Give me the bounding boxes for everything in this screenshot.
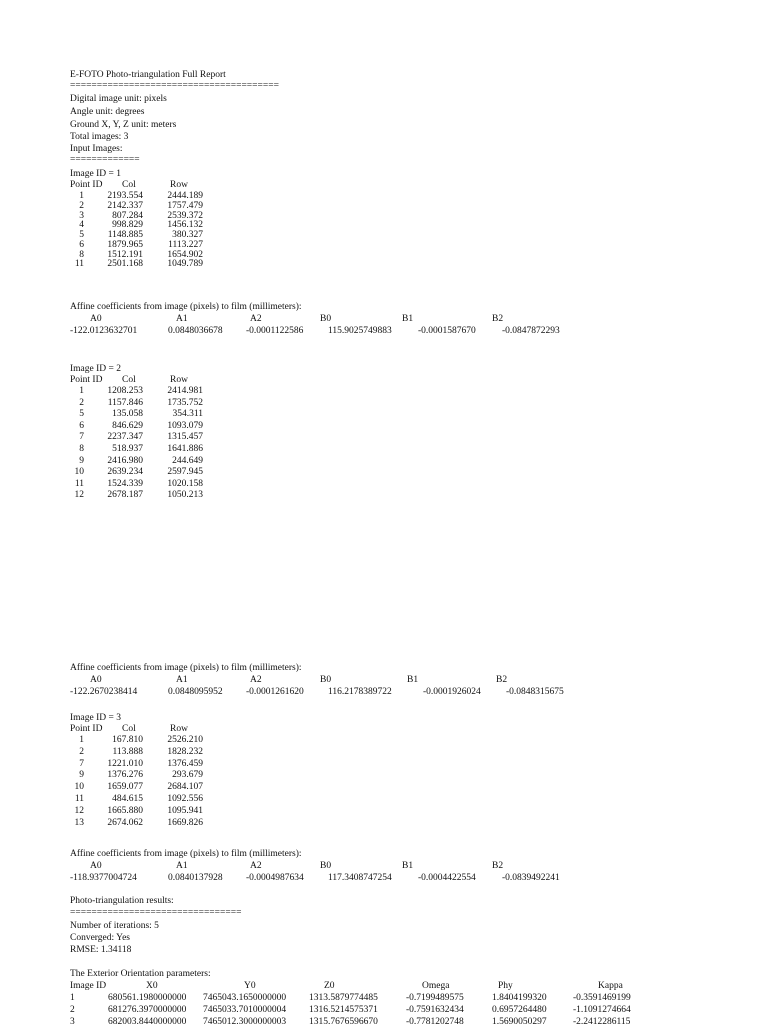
col-value-cell: 998.829 [112, 220, 143, 231]
point-id-cell: 12 [74, 490, 84, 501]
total-images-line: Total images: 3 [70, 132, 129, 142]
row-value-cell: 244.649 [172, 455, 203, 466]
eo-value-cell: 1316.5214575371 [309, 1005, 378, 1015]
col-value-cell: 807.284 [112, 210, 143, 221]
row-value-cell: 1020.158 [167, 478, 203, 489]
coef-value-b0: 115.9025749883 [328, 326, 392, 336]
eo-column-header: Omega [422, 981, 450, 991]
row-value-cell: 380.327 [172, 230, 203, 240]
affine-coefficients-title: Affine coefficients from image (pixels) to film (millimeters): [70, 302, 302, 312]
eo-value-cell: 680561.1980000000 [108, 993, 187, 1003]
eo-value-cell: -0.3591469199 [573, 993, 631, 1003]
point-id-cell: 1 [79, 191, 84, 201]
eo-image-id-cell: 3 [70, 1017, 75, 1024]
coef-value-a2: -0.0004987634 [246, 873, 304, 883]
point-id-cell: 5 [79, 230, 84, 240]
point-id-cell: 11 [74, 478, 84, 489]
coef-header-a0: A0 [90, 314, 102, 324]
coef-value-b1: -0.0001587670 [418, 326, 476, 336]
point-id-column-header: Point ID [70, 180, 103, 190]
coef-header-a2: A2 [250, 314, 262, 324]
eo-value-cell: -0.7781202748 [406, 1017, 464, 1024]
coef-value-a0: -122.0123632701 [70, 326, 138, 336]
coef-header-b1: B1 [402, 861, 414, 871]
point-id-cell: 3 [79, 210, 84, 221]
results-heading: Photo-triangulation results: [70, 896, 174, 906]
row-value-cell: 354.311 [172, 409, 203, 420]
col-value-cell: 2639.234 [107, 467, 143, 478]
row-value-cell: 1049.789 [167, 259, 203, 270]
eo-column-header: Phy [498, 981, 513, 991]
point-id-cell: 6 [79, 239, 84, 250]
col-value-cell: 2142.337 [107, 200, 143, 211]
separator: ============= [70, 155, 140, 165]
eo-value-cell: -0.7199489575 [406, 993, 464, 1003]
point-id-cell: 7 [79, 758, 84, 769]
point-id-cell: 10 [74, 782, 84, 793]
coef-value-b0: 116.2178389722 [328, 687, 392, 697]
affine-coefficients-title: Affine coefficients from image (pixels) to film (millimeters): [70, 663, 302, 673]
coef-header-a1: A1 [176, 675, 188, 685]
col-column-header: Col [122, 724, 136, 734]
col-value-cell: 1512.191 [107, 249, 143, 260]
col-column-header: Col [122, 375, 136, 385]
eo-value-cell: 1315.7676596670 [309, 1017, 378, 1024]
eo-column-header: Z0 [324, 981, 335, 991]
eo-column-header: Image ID [70, 981, 107, 991]
coef-header-a0: A0 [90, 675, 102, 685]
row-value-cell: 1376.459 [167, 758, 203, 769]
col-value-cell: 484.615 [112, 794, 143, 804]
eo-value-cell: -0.7591632434 [406, 1005, 464, 1015]
row-value-cell: 1735.752 [167, 397, 203, 408]
row-value-cell: 1093.079 [167, 420, 203, 431]
row-value-cell: 2539.372 [167, 210, 203, 221]
point-id-cell: 2 [79, 397, 84, 408]
coef-value-a1: 0.0848036678 [168, 326, 223, 336]
eo-image-id-cell: 1 [70, 993, 75, 1003]
row-value-cell: 2684.107 [167, 782, 203, 793]
col-value-cell: 2501.168 [107, 259, 143, 270]
coef-header-b0: B0 [320, 314, 332, 324]
row-column-header: Row [170, 724, 188, 734]
coef-header-a1: A1 [176, 861, 188, 871]
coef-value-a0: -122.2670238414 [70, 687, 138, 697]
image-id-header: Image ID = 3 [70, 713, 121, 723]
ground-unit-line: Ground X, Y, Z unit: meters [70, 120, 177, 130]
report-title: E-FOTO Photo-triangulation Full Report [70, 70, 226, 80]
col-value-cell: 1221.010 [107, 758, 143, 769]
point-id-cell: 6 [79, 420, 84, 431]
point-id-cell: 10 [74, 467, 84, 478]
row-value-cell: 2526.210 [167, 735, 203, 745]
coef-header-b1: B1 [407, 675, 419, 685]
coef-header-a0: A0 [90, 861, 102, 871]
row-value-cell: 1828.232 [167, 746, 203, 757]
coef-header-b0: B0 [320, 861, 332, 871]
point-id-cell: 1 [79, 735, 84, 745]
converged-line: Converged: Yes [70, 933, 130, 943]
coef-value-b2: -0.0847872293 [502, 326, 560, 336]
eo-image-id-cell: 2 [70, 1005, 75, 1015]
coef-header-a2: A2 [250, 861, 262, 871]
row-value-cell: 1050.213 [167, 490, 203, 501]
col-value-cell: 135.058 [112, 409, 143, 420]
coef-header-b1: B1 [402, 314, 414, 324]
affine-coefficients-title: Affine coefficients from image (pixels) to film (millimeters): [70, 849, 302, 859]
eo-value-cell: 1313.5879774485 [309, 993, 378, 1003]
point-id-cell: 8 [79, 249, 84, 260]
row-value-cell: 1315.457 [167, 432, 203, 443]
col-value-cell: 167.810 [112, 735, 143, 745]
coef-value-b2: -0.0839492241 [502, 873, 560, 883]
col-value-cell: 2416.980 [107, 455, 143, 466]
row-value-cell: 2597.945 [167, 467, 203, 478]
coef-header-a2: A2 [250, 675, 262, 685]
row-value-cell: 1113.227 [168, 239, 203, 250]
eo-column-header: X0 [146, 981, 158, 991]
point-id-cell: 8 [79, 444, 84, 454]
coef-header-b2: B2 [492, 314, 504, 324]
coef-value-b1: -0.0001926024 [423, 687, 481, 697]
point-id-cell: 9 [79, 455, 84, 466]
coef-header-b2: B2 [492, 861, 504, 871]
col-value-cell: 1524.339 [107, 478, 143, 489]
row-value-cell: 2414.981 [167, 386, 203, 396]
eo-value-cell: 7465043.1650000000 [203, 993, 287, 1003]
eo-column-header: Kappa [598, 981, 623, 991]
row-value-cell: 1757.479 [167, 200, 203, 211]
col-value-cell: 846.629 [112, 420, 143, 431]
row-value-cell: 1654.902 [167, 249, 203, 260]
eo-value-cell: -1.1091274664 [573, 1005, 631, 1015]
coef-value-b0: 117.3408747254 [328, 873, 392, 883]
point-id-cell: 11 [74, 259, 84, 270]
coef-value-a2: -0.0001122586 [246, 326, 304, 336]
point-id-cell: 7 [79, 432, 84, 443]
eo-value-cell: 7465012.3000000003 [203, 1017, 287, 1024]
coef-value-b1: -0.0004422554 [418, 873, 476, 883]
col-value-cell: 2674.062 [107, 817, 143, 828]
col-value-cell: 2678.187 [107, 490, 143, 501]
row-value-cell: 1669.826 [167, 817, 203, 828]
point-id-cell: 1 [79, 386, 84, 396]
point-id-cell: 12 [74, 805, 84, 816]
point-id-cell: 2 [79, 200, 84, 211]
eo-value-cell: -2.2412286115 [573, 1017, 631, 1024]
image-id-header: Image ID = 1 [70, 169, 121, 179]
eo-value-cell: 0.6957264480 [492, 1005, 547, 1015]
point-id-cell: 5 [79, 409, 84, 420]
eo-value-cell: 7465033.7010000004 [203, 1005, 287, 1015]
eo-column-header: Y0 [244, 981, 256, 991]
point-id-cell: 2 [79, 746, 84, 757]
coef-value-a2: -0.0001261620 [246, 687, 304, 697]
separator: ======================================= [70, 81, 279, 91]
row-column-header: Row [170, 180, 188, 190]
eo-heading: The Exterior Orientation parameters: [70, 969, 211, 979]
col-value-cell: 1659.077 [107, 782, 143, 793]
row-value-cell: 1641.886 [167, 444, 203, 454]
col-value-cell: 1148.885 [107, 230, 143, 240]
col-value-cell: 113.888 [112, 746, 143, 757]
col-value-cell: 2193.554 [107, 191, 143, 201]
coef-value-b2: -0.0848315675 [506, 687, 564, 697]
coef-header-a1: A1 [176, 314, 188, 324]
col-value-cell: 1157.846 [107, 397, 143, 408]
eo-value-cell: 681276.3970000000 [108, 1005, 187, 1015]
row-value-cell: 1092.556 [167, 794, 203, 804]
eo-value-cell: 682003.8440000000 [108, 1017, 187, 1024]
angle-unit-line: Angle unit: degrees [70, 107, 145, 117]
separator: ================================ [70, 908, 242, 918]
col-value-cell: 518.937 [112, 444, 143, 454]
point-id-column-header: Point ID [70, 724, 103, 734]
col-value-cell: 2237.347 [107, 432, 143, 443]
image-id-header: Image ID = 2 [70, 364, 121, 374]
iterations-line: Number of iterations: 5 [70, 921, 159, 931]
coef-value-a1: 0.0840137928 [168, 873, 223, 883]
eo-value-cell: 1.5690050297 [492, 1017, 547, 1024]
coef-header-b0: B0 [320, 675, 332, 685]
row-value-cell: 1095.941 [167, 805, 203, 816]
digital-unit-line: Digital image unit: pixels [70, 94, 167, 104]
point-id-cell: 9 [79, 770, 84, 781]
row-value-cell: 2444.189 [167, 191, 203, 201]
coef-value-a1: 0.0848095952 [168, 687, 223, 697]
eo-value-cell: 1.8404199320 [492, 993, 547, 1003]
row-value-cell: 1456.132 [167, 220, 203, 231]
coef-header-b2: B2 [496, 675, 508, 685]
col-value-cell: 1208.253 [107, 386, 143, 396]
row-value-cell: 293.679 [172, 770, 203, 781]
col-value-cell: 1376.276 [107, 770, 143, 781]
col-value-cell: 1879.965 [107, 239, 143, 250]
point-id-cell: 11 [74, 794, 84, 804]
rmse-line: RMSE: 1.34118 [70, 945, 132, 955]
row-column-header: Row [170, 375, 188, 385]
point-id-column-header: Point ID [70, 375, 103, 385]
coef-value-a0: -118.9377004724 [70, 873, 137, 883]
col-column-header: Col [122, 180, 136, 190]
point-id-cell: 13 [74, 817, 84, 828]
col-value-cell: 1665.880 [107, 805, 143, 816]
input-images-heading: Input Images: [70, 144, 123, 154]
point-id-cell: 4 [79, 220, 84, 231]
